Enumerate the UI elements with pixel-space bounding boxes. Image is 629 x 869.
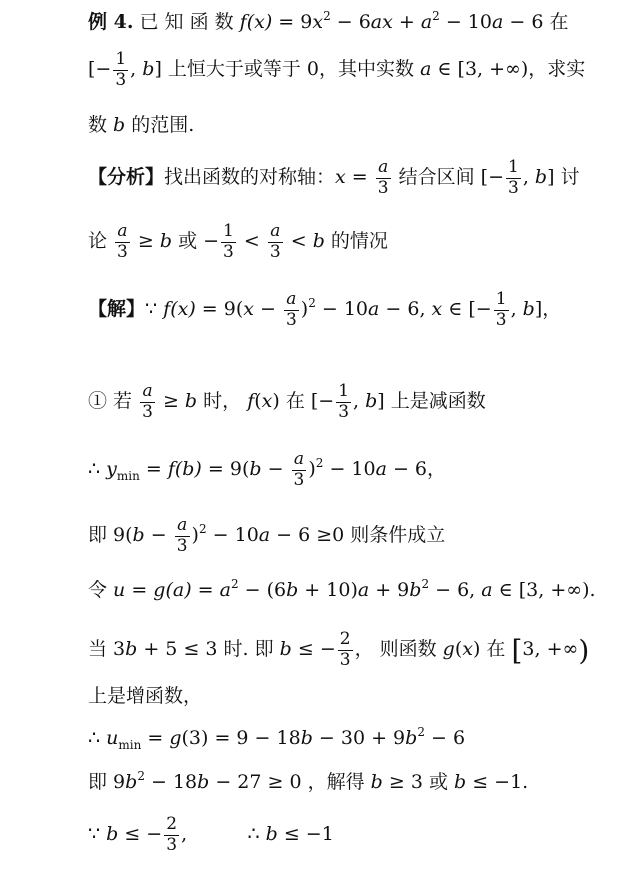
solution-line-9 xyxy=(88,770,528,793)
text: ≥ 3 或 xyxy=(382,771,454,793)
solution-line-5 xyxy=(88,578,596,601)
math: b xyxy=(113,114,126,136)
math: a xyxy=(368,298,380,321)
denominator: 3 xyxy=(166,834,178,855)
fraction xyxy=(268,222,283,262)
numerator: 2 xyxy=(166,814,178,834)
math: b xyxy=(106,823,119,846)
text: 结合区间 [− xyxy=(392,166,504,189)
text: − xyxy=(261,458,290,481)
text: − 18 xyxy=(144,771,198,793)
solution-line-8 xyxy=(88,726,465,752)
text: ) xyxy=(300,298,309,321)
text: ∈ [3, +∞). xyxy=(492,579,596,601)
math: b xyxy=(522,298,535,321)
math: x xyxy=(261,390,273,413)
math: x xyxy=(462,638,473,661)
math: b xyxy=(125,638,138,661)
fraction xyxy=(494,290,509,330)
numerator: a xyxy=(284,290,299,311)
math: u xyxy=(106,727,119,749)
math: g xyxy=(442,638,455,661)
text: − 6 xyxy=(424,727,466,749)
text: ∴ xyxy=(88,458,107,481)
text: 数 xyxy=(88,114,114,136)
text: = xyxy=(141,727,170,749)
text: ≤ −1 xyxy=(277,823,334,846)
numerator: a xyxy=(115,222,130,243)
math: f(b) xyxy=(167,458,202,481)
text: − 6， xyxy=(386,458,447,481)
solution-line-1 xyxy=(88,290,561,330)
text: − 6, xyxy=(429,579,482,601)
text: < xyxy=(237,230,266,253)
exponent: 2 xyxy=(323,9,331,23)
text: ∈ [− xyxy=(442,298,492,321)
text: ∵ xyxy=(88,823,107,846)
denominator: 3 xyxy=(269,241,281,262)
text: − 10 xyxy=(439,11,492,33)
analysis-line-1 xyxy=(88,158,580,198)
exponent: 2 xyxy=(421,577,430,591)
analysis-line-2 xyxy=(88,222,388,262)
text: ( xyxy=(454,638,463,661)
solution-line-10 xyxy=(88,815,334,855)
math: b xyxy=(300,727,313,749)
text: ] 上是减函数 xyxy=(377,390,486,413)
denominator: 3 xyxy=(285,309,297,330)
math: a xyxy=(420,11,433,33)
denominator: 3 xyxy=(176,535,188,556)
math: x xyxy=(431,298,443,321)
text: − xyxy=(144,524,173,547)
text: = xyxy=(345,166,374,189)
text: ∈ [3, +∞)，求实 xyxy=(431,58,586,81)
solution-line-6 xyxy=(88,630,589,670)
denominator: 3 xyxy=(495,309,507,330)
text: − xyxy=(253,298,282,321)
open-bracket: [ xyxy=(511,634,523,668)
math: a xyxy=(481,579,493,601)
text: 令 xyxy=(88,579,114,601)
text: ∵ xyxy=(145,298,164,321)
exponent: 2 xyxy=(308,296,316,311)
text: , xyxy=(353,390,366,413)
denominator: 3 xyxy=(508,177,519,198)
text: [− xyxy=(88,58,112,81)
text: ] 讨 xyxy=(547,166,580,189)
text: 论 xyxy=(88,230,114,253)
text: ≤ − xyxy=(118,823,163,846)
denominator: 3 xyxy=(223,241,234,262)
fraction xyxy=(506,158,521,198)
text: − 10 xyxy=(323,458,376,481)
fraction xyxy=(221,222,236,262)
text: ) 在 xyxy=(472,638,512,661)
text: 即 9( xyxy=(88,524,133,547)
text: = xyxy=(191,579,220,601)
exponent: 2 xyxy=(137,769,145,783)
solution-label: 【解】 xyxy=(88,298,146,321)
text: , xyxy=(130,58,143,81)
exponent: 2 xyxy=(432,9,440,23)
text: (3) = 9 − 18 xyxy=(181,727,301,749)
math: b xyxy=(454,771,467,793)
denominator: 3 xyxy=(293,469,305,490)
math: a xyxy=(258,524,271,547)
exponent: 2 xyxy=(230,577,239,591)
math: b xyxy=(534,166,548,189)
numerator: 1 xyxy=(115,49,127,69)
math: a xyxy=(420,58,432,81)
text: ≤ −1. xyxy=(466,771,529,793)
fraction xyxy=(113,50,128,90)
text: = 9 xyxy=(272,11,313,33)
text: = xyxy=(125,579,154,601)
text: ≤ − xyxy=(291,638,336,661)
solution-line-4 xyxy=(88,516,445,556)
text: = 9( xyxy=(201,458,250,481)
text: ) 在 [− xyxy=(272,390,335,413)
solution-line-2 xyxy=(88,382,486,422)
math: b xyxy=(159,230,173,253)
numerator: 1 xyxy=(338,381,350,401)
exponent: 2 xyxy=(198,522,207,537)
text: , ∴ xyxy=(181,823,266,846)
subscript: min xyxy=(118,738,142,752)
close-paren: ) xyxy=(578,634,590,668)
math: b xyxy=(184,390,198,413)
problem-statement-line-1 xyxy=(88,10,568,33)
text: 时， xyxy=(197,390,248,413)
solution-line-7 xyxy=(88,686,202,707)
text: ]， xyxy=(534,298,562,321)
text: ≥ xyxy=(156,390,185,413)
numerator: a xyxy=(268,222,283,243)
text: ) xyxy=(308,458,316,481)
math: b xyxy=(265,823,278,846)
math: b xyxy=(197,771,210,793)
math: a xyxy=(357,579,370,601)
numerator: a xyxy=(175,516,190,537)
text: ① 若 xyxy=(88,390,139,413)
text: , xyxy=(522,166,535,189)
fraction xyxy=(115,222,130,262)
text: − 6 xyxy=(330,11,371,33)
math: g xyxy=(169,727,182,749)
text: = 9( xyxy=(195,298,244,321)
math: f(x) xyxy=(239,11,273,33)
fraction xyxy=(175,516,190,556)
math: x xyxy=(335,166,346,189)
problem-statement-line-3 xyxy=(88,115,194,136)
numerator: a xyxy=(292,450,307,471)
text: − 6, xyxy=(379,298,432,321)
math: b xyxy=(312,230,325,253)
numerator: 1 xyxy=(495,289,507,309)
text: + 10) xyxy=(298,579,358,601)
text: 的范围. xyxy=(125,114,195,136)
text: + 9 xyxy=(369,579,410,601)
text: 或 − xyxy=(172,230,220,253)
math: ax xyxy=(370,11,393,33)
denominator: 3 xyxy=(117,241,128,262)
numerator: 1 xyxy=(223,221,234,241)
text: ) xyxy=(191,524,199,547)
math: b xyxy=(370,771,383,793)
text: − 10 xyxy=(206,524,259,547)
math: b xyxy=(365,390,378,413)
text: 上是增函数， xyxy=(88,685,203,707)
denominator: 3 xyxy=(339,649,351,670)
text: 3, +∞ xyxy=(522,638,579,661)
math: b xyxy=(142,58,155,81)
math: b xyxy=(279,638,292,661)
text: 找出函数的对称轴： xyxy=(164,166,336,189)
text: − 30 + 9 xyxy=(312,727,406,749)
denominator: 3 xyxy=(142,401,153,422)
subscript: min xyxy=(116,469,140,484)
text: − (6 xyxy=(238,579,287,601)
text: − 27 ≥ 0 ，解得 xyxy=(209,771,371,793)
text: = xyxy=(139,458,168,481)
denominator: 3 xyxy=(377,177,389,198)
math: x xyxy=(312,11,324,33)
text: − 10 xyxy=(315,298,369,321)
text: 的情况 xyxy=(324,230,388,253)
example-label: 例 4. xyxy=(88,11,134,33)
numerator: a xyxy=(140,382,155,403)
fraction xyxy=(336,382,351,422)
text: 即 9 xyxy=(88,771,126,793)
text: ∴ xyxy=(88,727,107,749)
denominator: 3 xyxy=(338,401,350,422)
numerator: a xyxy=(376,158,391,179)
solution-line-3 xyxy=(88,450,446,490)
math: a xyxy=(492,11,504,33)
fraction xyxy=(164,815,179,855)
math: b xyxy=(125,771,138,793)
numerator: 1 xyxy=(508,157,519,177)
text: − 6 ≥0 则条件成立 xyxy=(270,524,446,547)
exponent: 2 xyxy=(315,456,324,471)
text: + xyxy=(392,11,421,33)
fraction xyxy=(292,450,307,490)
math: b xyxy=(409,579,422,601)
math: a xyxy=(219,579,231,601)
math: f xyxy=(247,390,255,413)
text: , xyxy=(510,298,523,321)
text: ( xyxy=(254,390,262,413)
math: g(a) xyxy=(153,579,192,601)
math: b xyxy=(249,458,262,481)
text: < xyxy=(284,230,313,253)
text: 已 知 函 数 xyxy=(139,11,240,33)
math: a xyxy=(375,458,387,481)
math: f(x) xyxy=(163,298,196,321)
text: ， 则函数 xyxy=(354,638,443,661)
text: 当 3 xyxy=(88,638,126,661)
numerator: 2 xyxy=(339,629,351,649)
problem-statement-line-2 xyxy=(88,50,585,90)
math: b xyxy=(132,524,145,547)
fraction xyxy=(140,382,155,422)
denominator: 3 xyxy=(115,69,127,90)
fraction xyxy=(376,158,391,198)
math: y xyxy=(106,458,117,481)
exponent: 2 xyxy=(417,725,425,739)
fraction xyxy=(284,290,299,330)
analysis-label: 【分析】 xyxy=(88,166,165,189)
text: ≥ xyxy=(131,230,160,253)
fraction xyxy=(338,630,353,670)
text: + 5 ≤ 3 时. 即 xyxy=(137,638,280,661)
text: − 6 在 xyxy=(503,11,569,33)
math: b xyxy=(405,727,418,749)
math: u xyxy=(113,579,126,601)
math: b xyxy=(286,579,299,601)
math: x xyxy=(243,298,254,321)
text: ] 上恒大于或等于 0，其中实数 xyxy=(154,58,421,81)
